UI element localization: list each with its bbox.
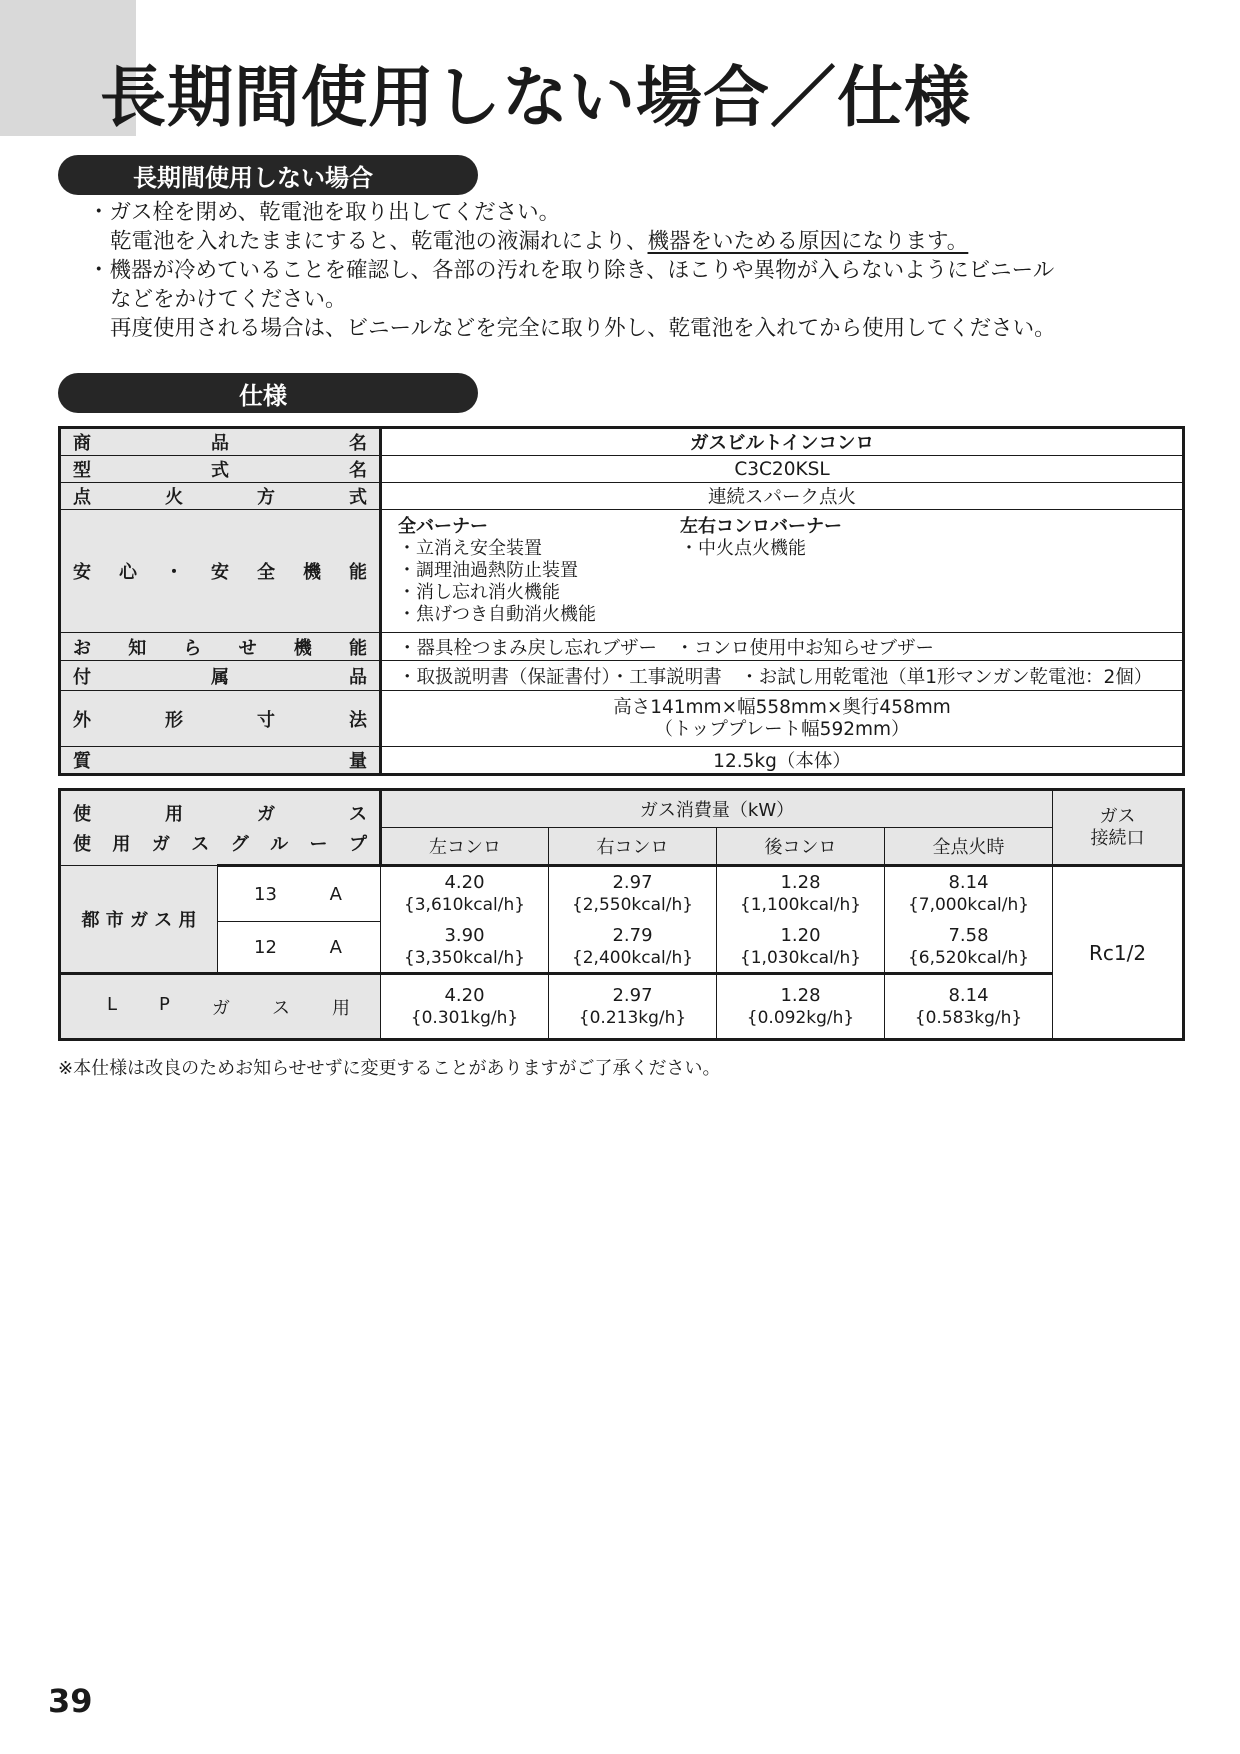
spec-value: 連続スパーク点火 (381, 483, 1184, 510)
connection-value: Rc1/2 (1053, 866, 1184, 1040)
connection-header-line: ガス (1099, 805, 1136, 827)
spec-value: ・取扱説明書（保証書付）・工事説明書 ・お試し用乾電池（単1形マンガン乾電池：2個） (381, 661, 1184, 691)
label-char: 式 (211, 460, 229, 481)
label-char: ス (271, 997, 290, 1019)
unit-value: {3,350kcal/h} (403, 947, 526, 968)
value-cell (717, 974, 885, 1040)
safety-heading: 全バーナー (398, 516, 488, 537)
spec-label (60, 456, 381, 483)
label-char: A (329, 883, 342, 905)
label-char: 名 (349, 433, 367, 454)
label-char: 13 (254, 883, 277, 905)
list-item: ・調理油過熱防止装置 (398, 560, 578, 581)
kw-value: 2.97 (612, 872, 653, 894)
unit-value: {2,550kcal/h} (571, 895, 694, 916)
label-char: 点 (73, 487, 91, 508)
col-header: 右コンロ (549, 828, 717, 866)
label-char: 安 (211, 562, 229, 583)
note-line: ・ガス栓を閉め、乾電池を取り出してください。 (88, 200, 561, 225)
label-char: 使 (73, 833, 91, 855)
city-gas-label: 都 市 ガ ス 用 (60, 866, 218, 974)
spec-value: C3C20KSL (381, 456, 1184, 483)
label-char: ガ (211, 997, 230, 1019)
spec-value: ・器具栓つまみ戻し忘れブザー ・コンロ使用中お知らせブザー (381, 633, 1184, 661)
label-char: 使 (73, 803, 91, 825)
lp-gas-label (60, 974, 381, 1040)
note-line: などをかけてください。 (110, 287, 347, 312)
label-char: 型 (73, 460, 91, 481)
kw-value: 8.14 (948, 984, 989, 1006)
label-char: プ (348, 833, 367, 855)
col-header: 左コンロ (381, 828, 549, 866)
label-char: 付 (73, 666, 91, 688)
col-header: 後コンロ (717, 828, 885, 866)
unit-value: {3,610kcal/h} (403, 895, 526, 916)
label-char: 心 (119, 562, 137, 583)
unit-value: {7,000kcal/h} (907, 895, 1030, 916)
label-char: ガ (151, 833, 170, 855)
value-cell (549, 866, 717, 922)
list-item: ・焦げつき自動消火機能 (398, 604, 596, 625)
gas-consumption-table (58, 788, 1185, 1041)
label-char: 寸 (257, 709, 275, 731)
label-char: 用 (331, 997, 350, 1019)
value-cell (885, 922, 1053, 974)
kw-value: 1.20 (780, 924, 821, 946)
note-line (88, 227, 1168, 256)
label-char: 能 (349, 562, 367, 583)
list-item: ・立消え安全装置 (398, 538, 542, 559)
spec-label (60, 691, 381, 747)
label-char: ス (191, 833, 210, 855)
label-char: 品 (211, 433, 229, 454)
section-heading-spec: 仕様 (58, 373, 478, 413)
unit-value: {1,100kcal/h} (739, 895, 862, 916)
safety-list (680, 538, 842, 560)
top-plate-width: （トッププレート幅592mm） (654, 718, 910, 740)
footnote: ※本仕様は改良のためお知らせせずに変更することがありますがご了承ください。 (58, 1058, 721, 1079)
unit-value: {0.583kg/h} (914, 1007, 1023, 1028)
connection-header-line: 接続口 (1090, 827, 1145, 849)
value-cell (381, 922, 549, 974)
safety-list (398, 538, 680, 626)
label-char: 機 (293, 637, 312, 659)
kw-value: 4.20 (444, 984, 485, 1006)
spec-value: 12.5kg（本体） (381, 747, 1184, 775)
label-char: 用 (165, 803, 183, 825)
kw-value: 1.28 (780, 984, 821, 1006)
spec-label (60, 747, 381, 775)
safety-all-burners (398, 516, 680, 626)
long-term-notes (88, 198, 1168, 343)
spec-label (60, 633, 381, 661)
col-header: 全点火時 (885, 828, 1053, 866)
label-char: 安 (73, 562, 91, 583)
note-text: 乾電池を入れたままにすると、乾電池の液漏れにより、 (110, 229, 648, 254)
safety-heading: 左右コンロバーナー (680, 516, 842, 537)
label-char: 品 (349, 666, 367, 688)
label-char: 外 (73, 709, 91, 731)
value-cell (381, 974, 549, 1040)
label-char: ・ (165, 562, 183, 583)
spec-label (60, 510, 381, 633)
page-title: 長期間使用しない場合／仕様 (100, 59, 971, 136)
spec-label (60, 428, 381, 456)
kw-value: 1.28 (780, 872, 821, 894)
label-char: 形 (165, 709, 183, 731)
spec-row (60, 428, 1184, 456)
list-item: ・消し忘れ消火機能 (398, 582, 560, 603)
kw-value: 3.90 (444, 924, 485, 946)
unit-value: {6,520kcal/h} (907, 947, 1030, 968)
spec-value: ガスビルトインコンロ (381, 428, 1184, 456)
label-char: 能 (348, 637, 367, 659)
value-cell (381, 866, 549, 922)
spec-table (58, 426, 1185, 776)
section-heading-long-term: 長期間使用しない場合 (58, 155, 478, 195)
note-line: ・機器が冷めていることを確認し、各部の汚れを取り除き、ほこりや異物が入らないようにビニール (88, 258, 1055, 283)
value-cell (549, 974, 717, 1040)
label-char: 法 (349, 709, 367, 731)
label-char: 商 (73, 433, 91, 454)
spec-row (60, 691, 1184, 747)
label-char: 火 (165, 487, 183, 508)
label-char: ル (270, 833, 289, 855)
gas-group-13a (218, 866, 381, 922)
unit-value: {0.301kg/h} (410, 1007, 519, 1028)
label-char: A (329, 936, 342, 958)
unit-value: {0.213kg/h} (578, 1007, 687, 1028)
connection-header (1053, 790, 1184, 866)
spec-row (60, 661, 1184, 691)
label-char: グ (230, 833, 249, 855)
spec-row (60, 633, 1184, 661)
value-cell (549, 922, 717, 974)
label-char: P (159, 993, 170, 1015)
note-line: 再度使用される場合は、ビニールなどを完全に取り外し、乾電池を入れてから使用してください。 (110, 316, 1056, 341)
spec-row (60, 483, 1184, 510)
kw-value: 7.58 (948, 924, 989, 946)
kw-value: 4.20 (444, 872, 485, 894)
label-char: 質 (73, 751, 91, 772)
label-char: 方 (257, 487, 275, 508)
spec-row (60, 747, 1184, 775)
spec-value-safety (381, 510, 1184, 633)
kw-value: 2.79 (612, 924, 653, 946)
safety-lr-burners (680, 516, 842, 626)
label-char: 量 (349, 751, 367, 772)
label-char: ー (309, 833, 328, 855)
label-char: 12 (254, 936, 277, 958)
label-char: お (73, 637, 91, 659)
label-char: L (107, 993, 118, 1015)
label-char: せ (238, 637, 257, 659)
kw-value: 8.14 (948, 872, 989, 894)
spec-value (381, 691, 1184, 747)
label-char: 名 (349, 460, 367, 481)
gas-type-header (60, 790, 381, 866)
unit-value: {1,030kcal/h} (739, 947, 862, 968)
label-char: 属 (211, 666, 229, 688)
label-char: ら (183, 637, 202, 659)
unit-value: {0.092kg/h} (746, 1007, 855, 1028)
kw-value: 2.97 (612, 984, 653, 1006)
dimensions: 高さ141mm×幅558mm×奥行458mm (613, 696, 951, 718)
label-char: 式 (349, 487, 367, 508)
label-char: ガ (257, 803, 275, 825)
value-cell (717, 922, 885, 974)
label-char: 全 (257, 562, 275, 583)
note-underlined: 機器をいためる原因になります。 (647, 229, 969, 254)
label-char: 機 (303, 562, 321, 583)
value-cell (885, 974, 1053, 1040)
label-char: 用 (112, 833, 131, 855)
label-char: ス (349, 803, 367, 825)
spec-row (60, 510, 1184, 633)
spec-row (60, 456, 1184, 483)
page-number: 39 (48, 1682, 93, 1720)
value-cell (717, 866, 885, 922)
consumption-header: ガス消費量（kW） (381, 790, 1053, 828)
label-char: 知 (128, 637, 147, 659)
value-cell (885, 866, 1053, 922)
gas-group-12a (218, 922, 381, 974)
spec-label (60, 661, 381, 691)
unit-value: {2,400kcal/h} (571, 947, 694, 968)
list-item: ・中火点火機能 (680, 538, 806, 559)
spec-label (60, 483, 381, 510)
